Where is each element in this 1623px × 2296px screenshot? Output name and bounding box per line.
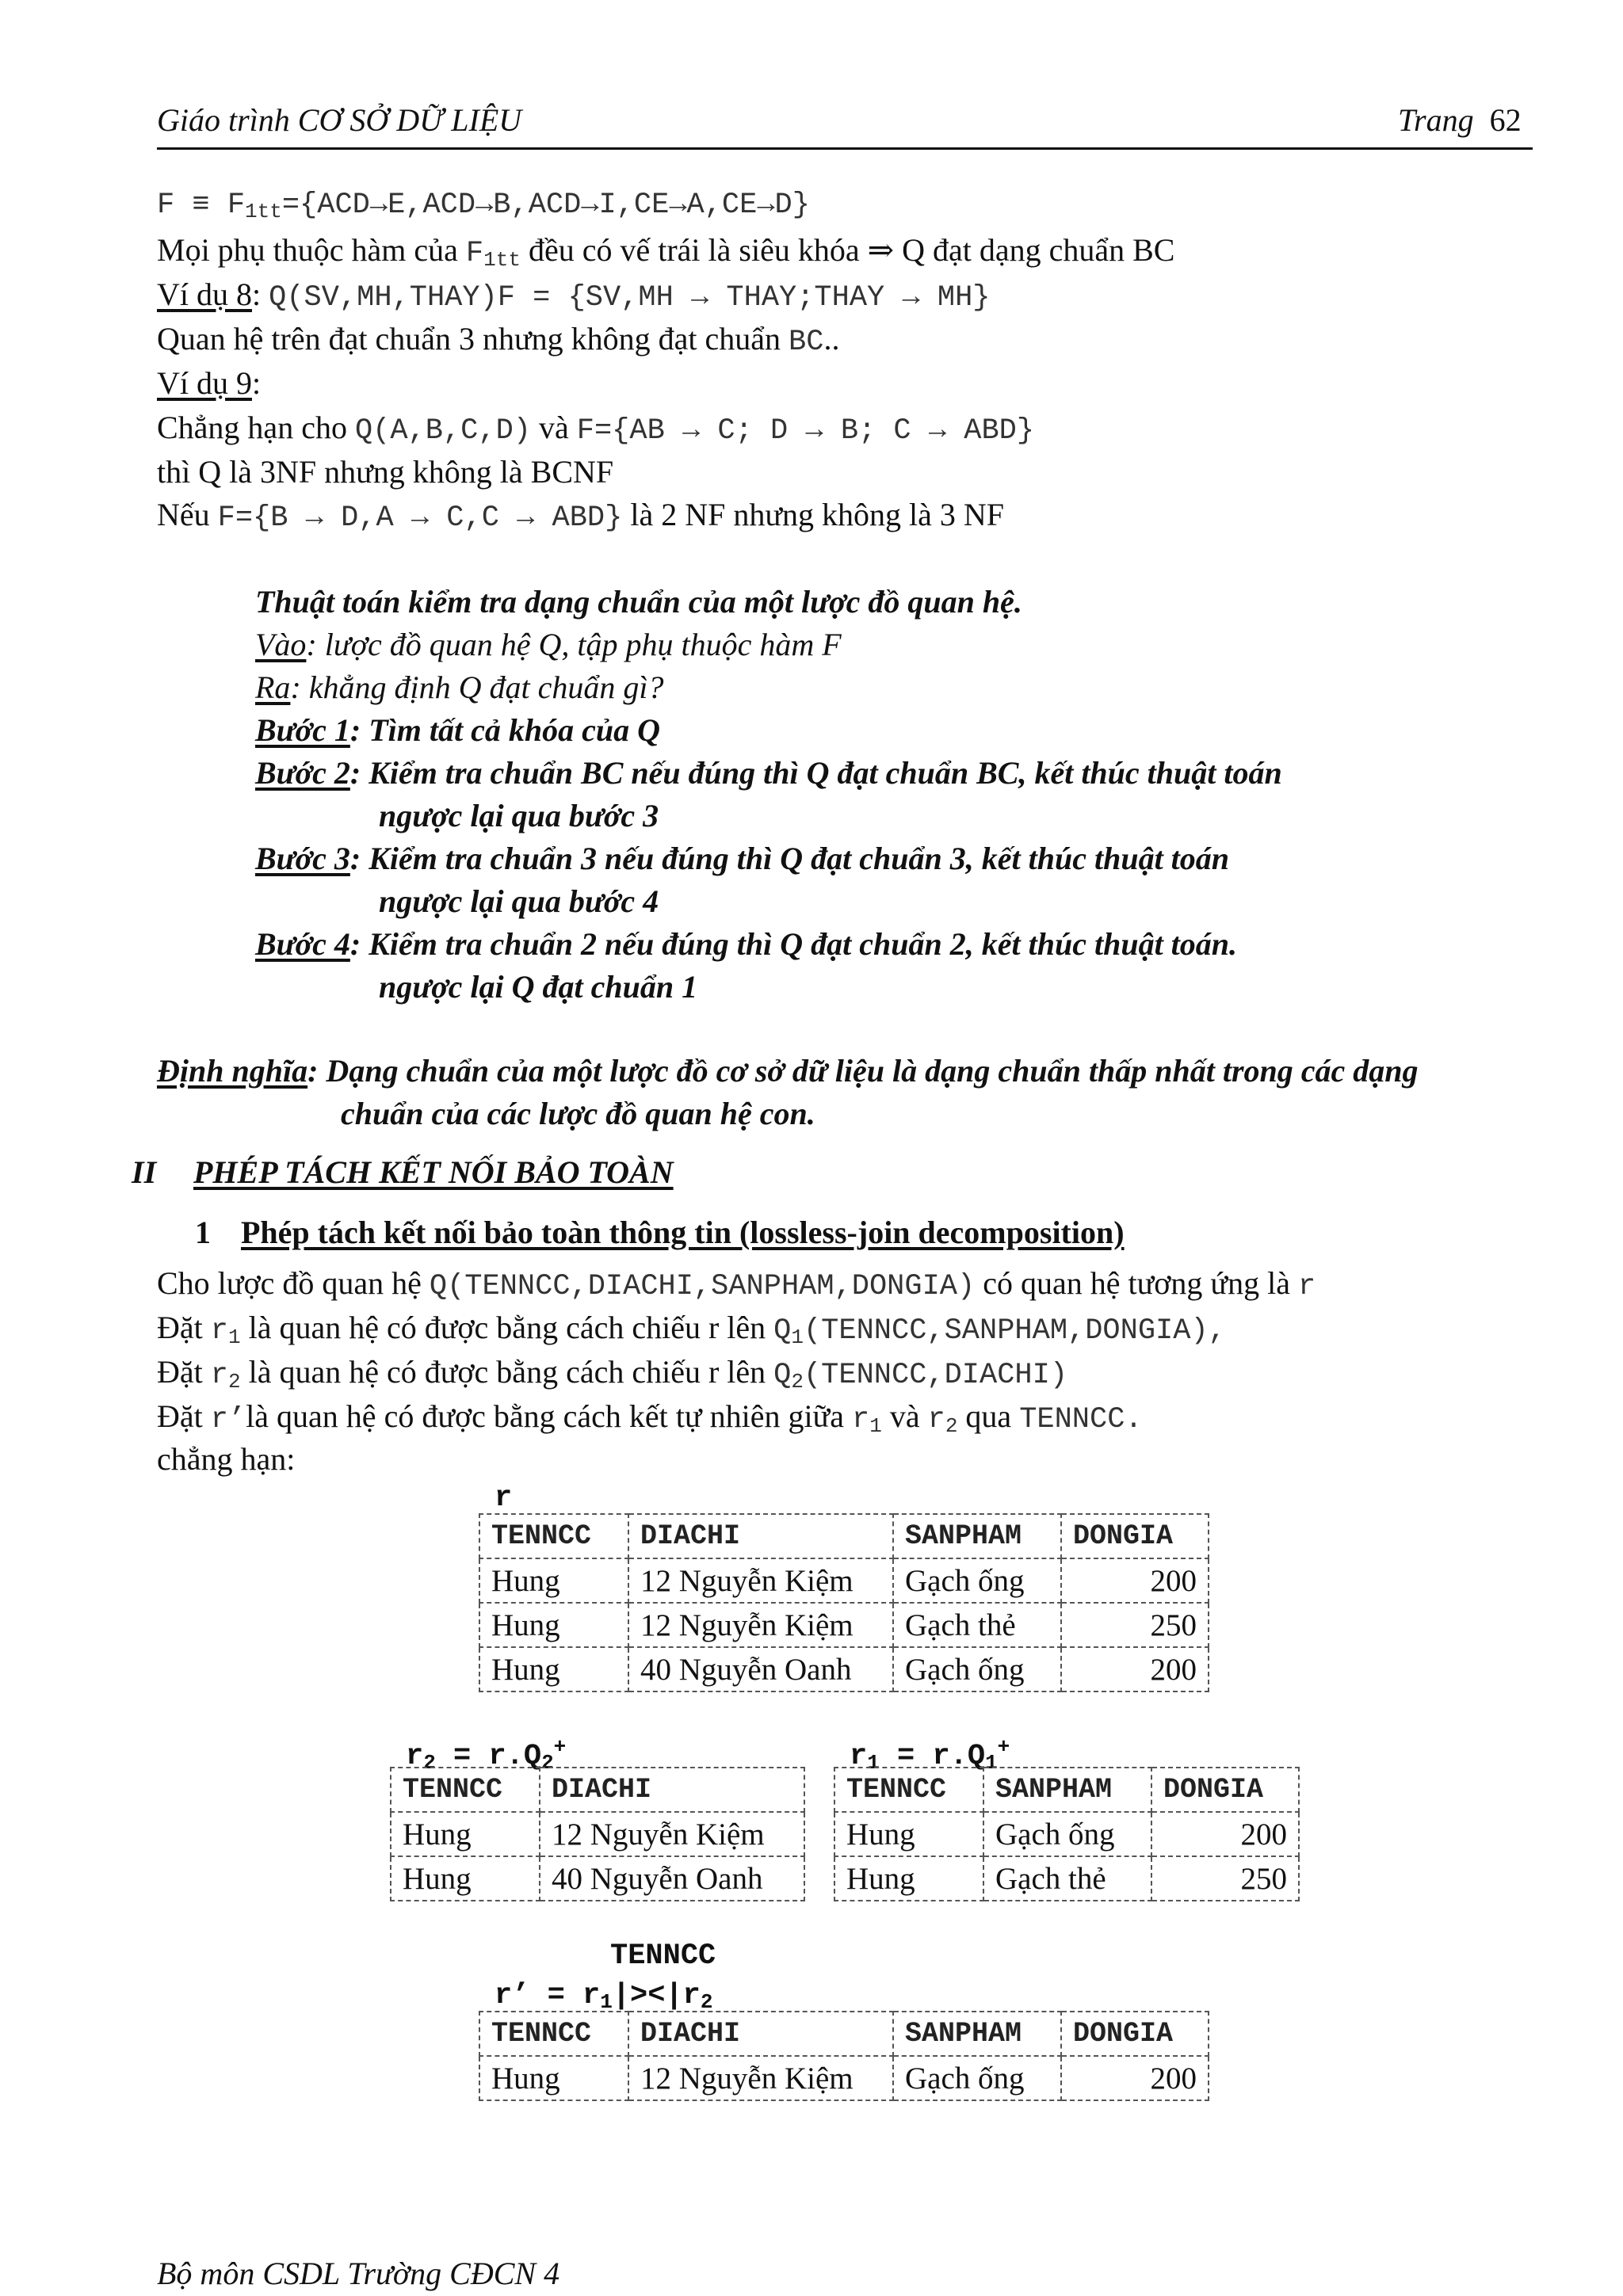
step-label: Bước 4 xyxy=(255,926,350,962)
column-header: DONGIA xyxy=(1061,2012,1209,2056)
step-2-continued: ngược lại qua bước 3 xyxy=(379,798,659,833)
text: Chẳng hạn cho xyxy=(157,410,355,445)
cell: Gạch thẻ xyxy=(983,1856,1151,1901)
column-header: DIACHI xyxy=(540,1768,804,1812)
text: là quan hệ có được bằng cách chiếu r lên xyxy=(240,1310,774,1345)
text: có quan hệ tương ứng là xyxy=(975,1265,1298,1301)
para-schema xyxy=(157,1264,1316,1303)
step-text: : Kiểm tra chuẩn BC nếu đúng thì Q đạt chuẩn BC, kết thúc thuật toán xyxy=(349,755,1282,791)
header-title: Giáo trình CƠ SỞ DỮ LIỆU xyxy=(157,102,522,138)
text: là quan hệ có được bằng cách kết tự nhiên giữa xyxy=(246,1398,852,1434)
text: = r.Q xyxy=(879,1740,986,1773)
table-r1 xyxy=(834,1767,1300,1901)
cell: 200 xyxy=(1061,1647,1209,1691)
text: là 2 NF nhưng không là 3 NF xyxy=(622,497,1005,532)
superscript: + xyxy=(997,1735,1010,1759)
para-for-example: chẳng hạn: xyxy=(157,1441,296,1477)
subscript: 1tt xyxy=(245,200,282,223)
cell: Hung xyxy=(479,2056,628,2100)
column-header: SANPHAM xyxy=(893,2012,1061,2056)
text: F ≡ F xyxy=(157,189,246,222)
table-join xyxy=(479,2011,1209,2101)
line-f-equiv xyxy=(157,189,810,223)
cell: Hung xyxy=(391,1812,540,1856)
code: Q xyxy=(773,1359,792,1392)
text: r xyxy=(406,1740,424,1773)
cell: Gạch thẻ xyxy=(893,1603,1061,1647)
text: Đặt xyxy=(157,1310,211,1345)
text: Mọi phụ thuộc hàm của xyxy=(157,232,466,268)
code: BC xyxy=(789,326,824,359)
algorithm-input xyxy=(255,626,842,663)
cell: 12 Nguyễn Kiệm xyxy=(628,2056,893,2100)
code: r xyxy=(210,1314,228,1348)
column-header: SANPHAM xyxy=(893,1514,1061,1558)
cell: 250 xyxy=(1061,1603,1209,1647)
text: : khẳng định Q đạt chuẩn gì? xyxy=(290,669,664,705)
column-header: TENNCC xyxy=(834,1768,983,1812)
text: Nếu xyxy=(157,497,218,532)
cell: 40 Nguyễn Oanh xyxy=(540,1856,804,1901)
code: r xyxy=(1297,1270,1316,1303)
step-3-continued: ngược lại qua bước 4 xyxy=(379,883,659,919)
code: r xyxy=(852,1403,870,1436)
table-header-row xyxy=(391,1768,804,1812)
column-header: TENNCC xyxy=(391,1768,540,1812)
algorithm-output xyxy=(255,669,664,706)
text: .. xyxy=(823,321,840,357)
cell: Hung xyxy=(391,1856,540,1901)
line-example-8 xyxy=(157,276,990,315)
para-r1 xyxy=(157,1309,1226,1349)
step-1 xyxy=(255,711,660,749)
section-number: II xyxy=(132,1154,157,1190)
definition-continued: chuẩn của các lược đồ quan hệ con. xyxy=(341,1096,815,1131)
table-row xyxy=(834,1856,1299,1901)
table-row xyxy=(479,1558,1209,1603)
code: (TENNCC,SANPHAM,DONGIA), xyxy=(803,1314,1226,1348)
table-r-label: r xyxy=(495,1482,513,1515)
step-3 xyxy=(255,840,1229,877)
definition-text: : Dạng chuẩn của một lược đồ cơ sở dữ liệu là dạng chuẩn thấp nhất trong các dạng xyxy=(307,1053,1419,1089)
line-example-9 xyxy=(157,364,261,402)
column-header: DONGIA xyxy=(1151,1768,1299,1812)
cell: 12 Nguyễn Kiệm xyxy=(540,1812,804,1856)
cell: Hung xyxy=(479,1647,628,1691)
table-header-row xyxy=(479,1514,1209,1558)
subscript: 1 xyxy=(791,1325,804,1349)
cell: Hung xyxy=(479,1603,628,1647)
step-4 xyxy=(255,925,1237,963)
cell: 200 xyxy=(1061,2056,1209,2100)
subsection-title: Phép tách kết nối bảo toàn thông tin (lossless-join decomposition) xyxy=(241,1215,1125,1250)
code: Q(TENNCC,DIACHI,SANPHAM,DONGIA) xyxy=(429,1270,976,1303)
text: Đặt xyxy=(157,1354,211,1390)
cell: 250 xyxy=(1151,1856,1299,1901)
subscript: 2 xyxy=(227,1370,241,1394)
step-4-continued: ngược lại Q đạt chuẩn 1 xyxy=(379,969,698,1005)
text: và xyxy=(531,410,577,445)
subscript: 2 xyxy=(700,1990,713,2014)
text: Quan hệ trên đạt chuẩn 3 nhưng không đạt chuẩn xyxy=(157,321,789,357)
table-header-row xyxy=(834,1768,1299,1812)
code: Q(SV,MH,THAY)F = {SV,MH → THAY;THAY → MH} xyxy=(269,281,991,315)
line-2nf xyxy=(157,496,1004,535)
code: TENNCC. xyxy=(1019,1403,1143,1436)
text: |><|r xyxy=(612,1979,701,2012)
table-row xyxy=(391,1812,804,1856)
table-r xyxy=(479,1513,1209,1692)
header-rule xyxy=(157,147,1533,150)
text: ={ACD→E,ACD→B,ACD→I,CE→A,CE→D} xyxy=(281,189,810,222)
subscript: 2 xyxy=(423,1751,436,1775)
cell: Hung xyxy=(834,1812,983,1856)
definition-label: Định nghĩa xyxy=(157,1053,308,1089)
footer-text: Bộ môn CSDL Trường CĐCN 4 xyxy=(157,2256,560,2291)
text: đều có vế trái là siêu khóa ⇒ Q đạt dạng chuẩn BC xyxy=(520,232,1175,268)
subscript: 1tt xyxy=(483,248,521,272)
text: là quan hệ có được bằng cách chiếu r lên xyxy=(240,1354,774,1390)
table-row xyxy=(479,2056,1209,2100)
para-rprime xyxy=(157,1398,1143,1438)
cell: Hung xyxy=(834,1856,983,1901)
cell: Hung xyxy=(479,1558,628,1603)
subscript: 1 xyxy=(869,1414,882,1438)
cell: Gạch ống xyxy=(983,1812,1151,1856)
subscript: 1 xyxy=(227,1325,241,1349)
subscript: 1 xyxy=(985,1751,998,1775)
step-label: Bước 1 xyxy=(255,712,350,748)
line-relation-3nf xyxy=(157,320,839,359)
code: Q xyxy=(773,1314,792,1348)
cell: Gạch ống xyxy=(893,1558,1061,1603)
output-label: Ra xyxy=(255,669,291,705)
example-label: Ví dụ 9 xyxy=(157,365,252,401)
step-text: : Kiểm tra chuẩn 2 nếu đúng thì Q đạt chuẩn 2, kết thúc thuật toán. xyxy=(349,926,1238,962)
code: F xyxy=(465,237,484,270)
table-row xyxy=(391,1856,804,1901)
column-header: SANPHAM xyxy=(983,1768,1151,1812)
subscript: 2 xyxy=(791,1370,804,1394)
column-header: DONGIA xyxy=(1061,1514,1209,1558)
line-superkey xyxy=(157,231,1174,272)
subscript: 2 xyxy=(541,1751,554,1775)
column-header: TENNCC xyxy=(479,2012,628,2056)
table-header-row xyxy=(479,2012,1209,2056)
step-text: : Tìm tất cả khóa của Q xyxy=(349,712,660,748)
algorithm-title: Thuật toán kiểm tra dạng chuẩn của một lược đồ quan hệ. xyxy=(255,584,1022,620)
column-header: DIACHI xyxy=(628,1514,893,1558)
table-row xyxy=(834,1812,1299,1856)
subscript: 1 xyxy=(867,1751,880,1775)
text: Đặt xyxy=(157,1398,211,1434)
step-text: : Kiểm tra chuẩn 3 nếu đúng thì Q đạt chuẩn 3, kết thúc thuật toán xyxy=(349,841,1230,876)
subsection-number: 1 xyxy=(195,1215,211,1250)
page-label: Trang xyxy=(1398,102,1474,138)
cell: Gạch ống xyxy=(893,1647,1061,1691)
join-attribute-label: TENNCC xyxy=(610,1939,716,1973)
code: (TENNCC,DIACHI) xyxy=(803,1359,1068,1392)
text: Cho lược đồ quan hệ xyxy=(157,1265,430,1301)
text: : xyxy=(252,365,262,401)
code: Q(A,B,C,D) xyxy=(354,414,531,448)
para-r2 xyxy=(157,1353,1067,1394)
code: F={B → D,A → C,C → ABD} xyxy=(217,502,623,535)
code: r xyxy=(210,1359,228,1392)
cell: 200 xyxy=(1151,1812,1299,1856)
text: : lược đồ quan hệ Q, tập phụ thuộc hàm F xyxy=(306,627,842,662)
text: r xyxy=(850,1740,868,1773)
cell: 12 Nguyễn Kiệm xyxy=(628,1558,893,1603)
step-2 xyxy=(255,754,1282,791)
code: r xyxy=(927,1403,945,1436)
line-for-instance xyxy=(157,409,1034,448)
step-label: Bước 3 xyxy=(255,841,350,876)
table-join-label xyxy=(495,1979,712,2014)
table-row xyxy=(479,1647,1209,1691)
text: = r.Q xyxy=(435,1740,542,1773)
line-3nf-not-bcnf: thì Q là 3NF nhưng không là BCNF xyxy=(157,454,614,490)
code: F={AB → C; D → B; C → ABD} xyxy=(576,414,1035,448)
text: qua xyxy=(957,1398,1020,1434)
column-header: DIACHI xyxy=(628,2012,893,2056)
text: và xyxy=(881,1398,928,1434)
table-row xyxy=(479,1603,1209,1647)
cell: 12 Nguyễn Kiệm xyxy=(628,1603,893,1647)
code: r’ xyxy=(210,1403,246,1436)
step-label: Bước 2 xyxy=(255,755,350,791)
table-r2 xyxy=(390,1767,805,1901)
cell: Gạch ống xyxy=(893,2056,1061,2100)
page-number: 62 xyxy=(1489,102,1522,138)
column-header: TENNCC xyxy=(479,1514,628,1558)
text: r’ = r xyxy=(495,1979,601,2012)
definition xyxy=(157,1052,1419,1089)
subscript: 2 xyxy=(945,1414,958,1438)
section-title: PHÉP TÁCH KẾT NỐI BẢO TOÀN xyxy=(193,1154,674,1190)
cell: 40 Nguyễn Oanh xyxy=(628,1647,893,1691)
header-page-label xyxy=(1398,101,1522,139)
cell: 200 xyxy=(1061,1558,1209,1603)
example-label: Ví dụ 8 xyxy=(157,277,252,312)
text: : xyxy=(252,277,269,312)
superscript: + xyxy=(553,1735,567,1759)
subscript: 1 xyxy=(600,1990,613,2014)
input-label: Vào xyxy=(255,627,307,662)
